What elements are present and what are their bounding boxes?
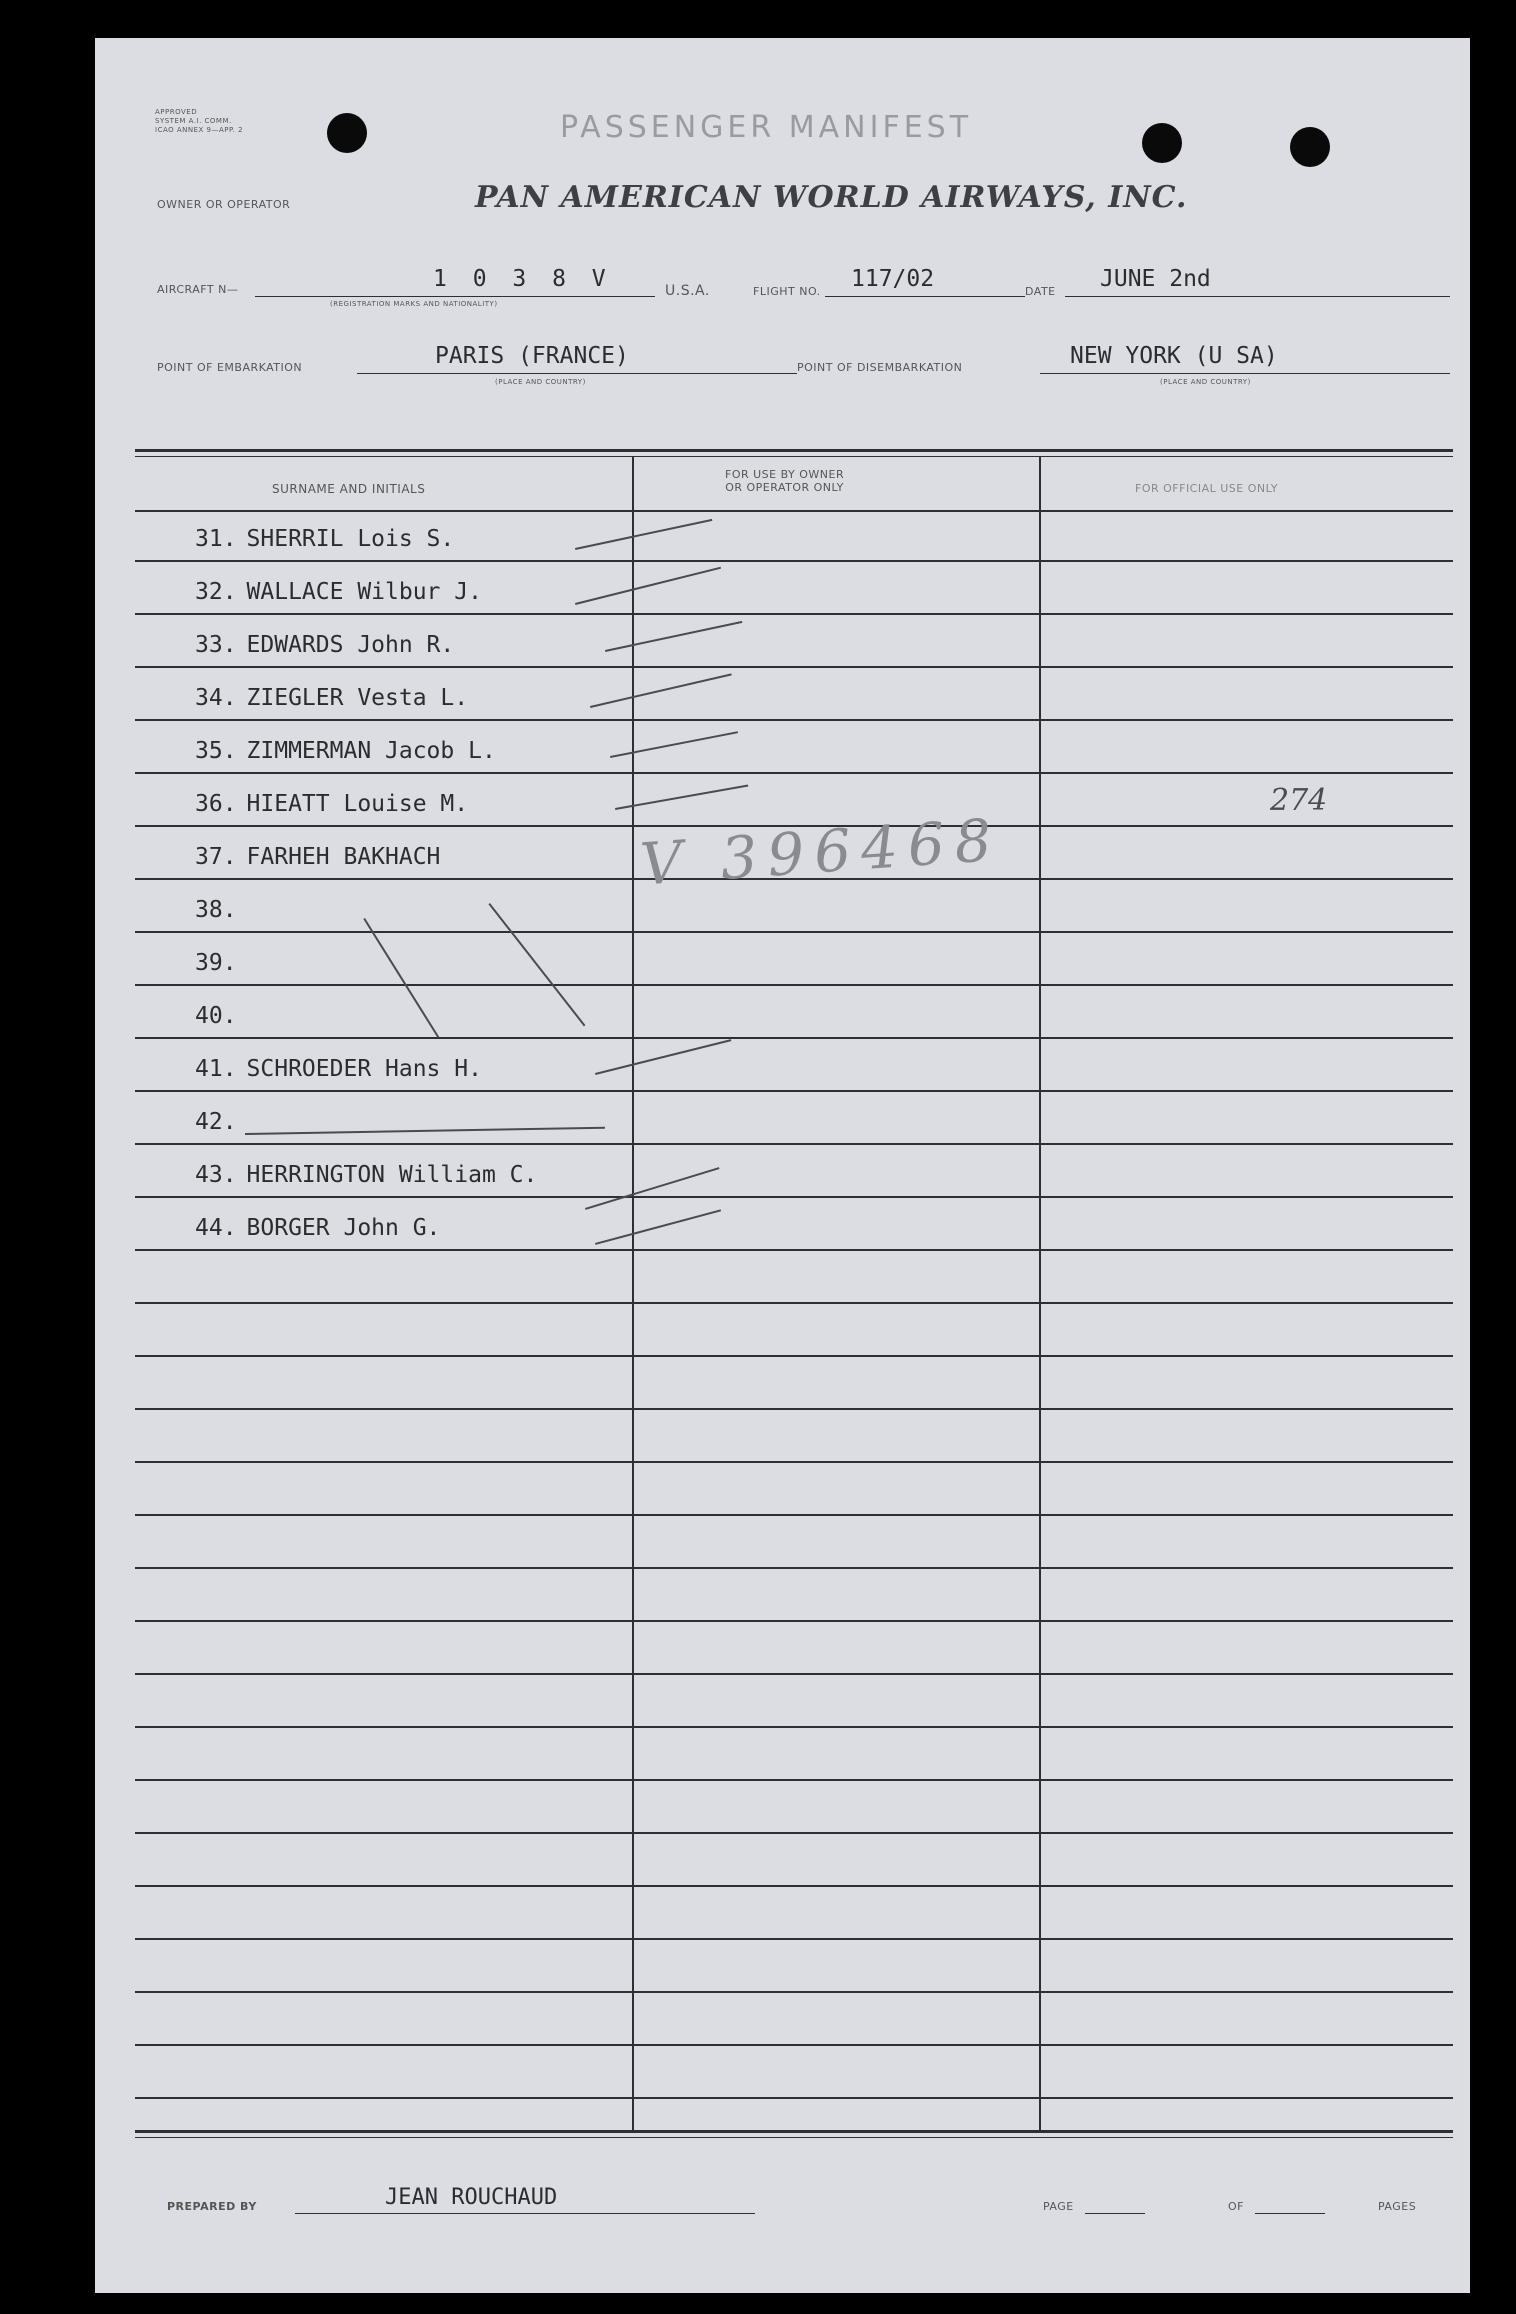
row-rule bbox=[135, 1567, 1453, 1569]
passenger-name: EDWARDS John R. bbox=[246, 632, 455, 658]
flight-underline bbox=[825, 296, 1025, 297]
list-item bbox=[195, 791, 468, 817]
owner-use-line-1: FOR USE BY OWNER bbox=[725, 468, 845, 481]
pen-tick-mark bbox=[605, 621, 742, 652]
row-number: 35. bbox=[195, 738, 237, 764]
page-underline-1 bbox=[715, 2213, 755, 2214]
row-rule bbox=[135, 1037, 1453, 1039]
prepared-by-value: JEAN ROUCHAUD bbox=[385, 2185, 558, 2210]
prepared-underline bbox=[295, 2213, 715, 2214]
of-label: OF bbox=[1228, 2200, 1244, 2213]
row-rule bbox=[135, 1090, 1453, 1092]
row-number: 40. bbox=[195, 1003, 237, 1029]
pen-tick-mark bbox=[610, 731, 738, 758]
date-value: JUNE 2nd bbox=[1100, 266, 1211, 292]
approval-note bbox=[155, 108, 243, 135]
date-label: DATE bbox=[1025, 285, 1056, 298]
row-rule bbox=[135, 931, 1453, 933]
embark-underline bbox=[357, 373, 797, 374]
pen-tick-mark bbox=[595, 1209, 721, 1245]
table-top-rule-1 bbox=[135, 449, 1453, 452]
row-number: 34. bbox=[195, 685, 237, 711]
official-use-header: FOR OFFICIAL USE ONLY bbox=[1135, 482, 1279, 495]
owner-label: OWNER OR OPERATOR bbox=[157, 198, 291, 211]
list-item bbox=[195, 897, 247, 923]
row-rule bbox=[135, 1673, 1453, 1675]
embark-label: POINT OF EMBARKATION bbox=[157, 361, 303, 374]
row-rule bbox=[135, 2097, 1453, 2099]
date-underline bbox=[1065, 296, 1450, 297]
registration-caption: (REGISTRATION MARKS AND NATIONALITY) bbox=[330, 300, 498, 308]
row-rule bbox=[135, 1461, 1453, 1463]
owner-use-header bbox=[725, 468, 844, 494]
row-rule bbox=[135, 984, 1453, 986]
list-item bbox=[195, 1215, 440, 1241]
page-underline-3 bbox=[1255, 2213, 1325, 2214]
row-number: 37. bbox=[195, 844, 237, 870]
approval-line-3: ICAO ANNEX 9—APP. 2 bbox=[155, 126, 244, 134]
disembark-value: NEW YORK (U SA) bbox=[1070, 343, 1278, 369]
row-number: 33. bbox=[195, 632, 237, 658]
list-item bbox=[195, 738, 496, 764]
row-rule bbox=[135, 1514, 1453, 1516]
row-number: 41. bbox=[195, 1056, 237, 1082]
flight-value: 117/02 bbox=[851, 266, 935, 292]
row-rule bbox=[135, 1885, 1453, 1887]
passenger-name: WALLACE Wilbur J. bbox=[246, 579, 482, 605]
punch-hole-left bbox=[327, 113, 367, 153]
company-name: PAN AMERICAN WORLD AIRWAYS, INC. bbox=[475, 180, 1188, 215]
pen-tick-mark bbox=[245, 1127, 605, 1135]
pen-tick-mark bbox=[488, 903, 585, 1026]
page-label: PAGE bbox=[1043, 2200, 1074, 2213]
row-rule bbox=[135, 666, 1453, 668]
row-rule bbox=[135, 1779, 1453, 1781]
owner-use-line-2: OR OPERATOR ONLY bbox=[725, 481, 844, 494]
passenger-name: HIEATT Louise M. bbox=[246, 791, 469, 817]
aircraft-value: 1 0 3 8 V bbox=[433, 266, 612, 292]
table-top-rule-2 bbox=[135, 456, 1453, 457]
punch-hole-right-2 bbox=[1290, 127, 1330, 167]
pages-label: PAGES bbox=[1378, 2200, 1417, 2213]
row-rule bbox=[135, 1726, 1453, 1728]
page-underline-2 bbox=[1085, 2213, 1145, 2214]
row-rule bbox=[135, 719, 1453, 721]
row-number: 43. bbox=[195, 1162, 237, 1188]
row-rule bbox=[135, 1196, 1453, 1198]
pen-tick-mark bbox=[575, 519, 712, 550]
passenger-name: HERRINGTON William C. bbox=[246, 1162, 538, 1188]
list-item bbox=[195, 1003, 247, 1029]
approval-line-2: SYSTEM A.I. COMM. bbox=[155, 117, 232, 125]
approval-line-1: APPROVED bbox=[155, 108, 198, 116]
column-divider-1 bbox=[632, 457, 634, 2132]
list-item bbox=[195, 1056, 482, 1082]
aircraft-label: AIRCRAFT N— bbox=[157, 283, 239, 296]
row-number: 31. bbox=[195, 526, 237, 552]
passenger-name: FARHEH BAKHACH bbox=[246, 844, 441, 870]
row-number: 36. bbox=[195, 791, 237, 817]
row-number: 39. bbox=[195, 950, 237, 976]
row-number: 44. bbox=[195, 1215, 237, 1241]
flight-label: FLIGHT NO. bbox=[753, 285, 821, 298]
row-rule bbox=[135, 1620, 1453, 1622]
pen-tick-mark bbox=[363, 918, 439, 1038]
list-item bbox=[195, 685, 468, 711]
passenger-name: SHERRIL Lois S. bbox=[246, 526, 455, 552]
list-item bbox=[195, 579, 482, 605]
header-bottom-rule bbox=[135, 510, 1453, 512]
row-rule bbox=[135, 2044, 1453, 2046]
row-rule bbox=[135, 1832, 1453, 1834]
row-rule bbox=[135, 1355, 1453, 1357]
aircraft-underline bbox=[255, 296, 655, 297]
disembark-underline bbox=[1040, 373, 1450, 374]
list-item bbox=[195, 632, 454, 658]
row-number: 38. bbox=[195, 897, 237, 923]
country-label: U.S.A. bbox=[665, 283, 710, 299]
list-item bbox=[195, 1162, 537, 1188]
pen-tick-mark bbox=[575, 567, 721, 605]
row-rule bbox=[135, 1938, 1453, 1940]
table-bottom-rule-2 bbox=[135, 2137, 1453, 2138]
handwritten-ticket-number: V 396468 bbox=[638, 805, 1004, 899]
row-rule bbox=[135, 560, 1453, 562]
list-item bbox=[195, 844, 440, 870]
pen-tick-mark bbox=[615, 785, 748, 810]
surname-header: SURNAME AND INITIALS bbox=[272, 482, 426, 496]
disembark-label: POINT OF DISEMBARKATION bbox=[797, 361, 963, 374]
table-bottom-rule-1 bbox=[135, 2130, 1453, 2133]
row-number: 32. bbox=[195, 579, 237, 605]
row-rule bbox=[135, 1991, 1453, 1993]
list-item bbox=[195, 526, 454, 552]
handwritten-official-note: 274 bbox=[1270, 783, 1328, 818]
pen-tick-mark bbox=[595, 1039, 731, 1075]
passenger-name: SCHROEDER Hans H. bbox=[246, 1056, 482, 1082]
row-rule bbox=[135, 613, 1453, 615]
punch-hole-right-1 bbox=[1142, 123, 1182, 163]
row-rule bbox=[135, 1249, 1453, 1251]
prepared-by-label: PREPARED BY bbox=[167, 2200, 257, 2213]
row-rule bbox=[135, 1143, 1453, 1145]
list-item bbox=[195, 1109, 247, 1135]
row-rule bbox=[135, 772, 1453, 774]
row-rule bbox=[135, 1408, 1453, 1410]
row-rule bbox=[135, 1302, 1453, 1304]
disembark-caption: (PLACE AND COUNTRY) bbox=[1160, 378, 1251, 386]
column-divider-2 bbox=[1039, 457, 1041, 2132]
manifest-sheet bbox=[95, 38, 1470, 2293]
passenger-name: ZIMMERMAN Jacob L. bbox=[246, 738, 496, 764]
list-item bbox=[195, 950, 247, 976]
row-number: 42. bbox=[195, 1109, 237, 1135]
pen-tick-mark bbox=[590, 673, 732, 708]
passenger-name: ZIEGLER Vesta L. bbox=[246, 685, 469, 711]
passenger-name: BORGER John G. bbox=[246, 1215, 441, 1241]
embark-value: PARIS (FRANCE) bbox=[435, 343, 629, 369]
embark-caption: (PLACE AND COUNTRY) bbox=[495, 378, 586, 386]
page-title: PASSENGER MANIFEST bbox=[560, 110, 973, 145]
pen-tick-mark bbox=[585, 1167, 719, 1210]
